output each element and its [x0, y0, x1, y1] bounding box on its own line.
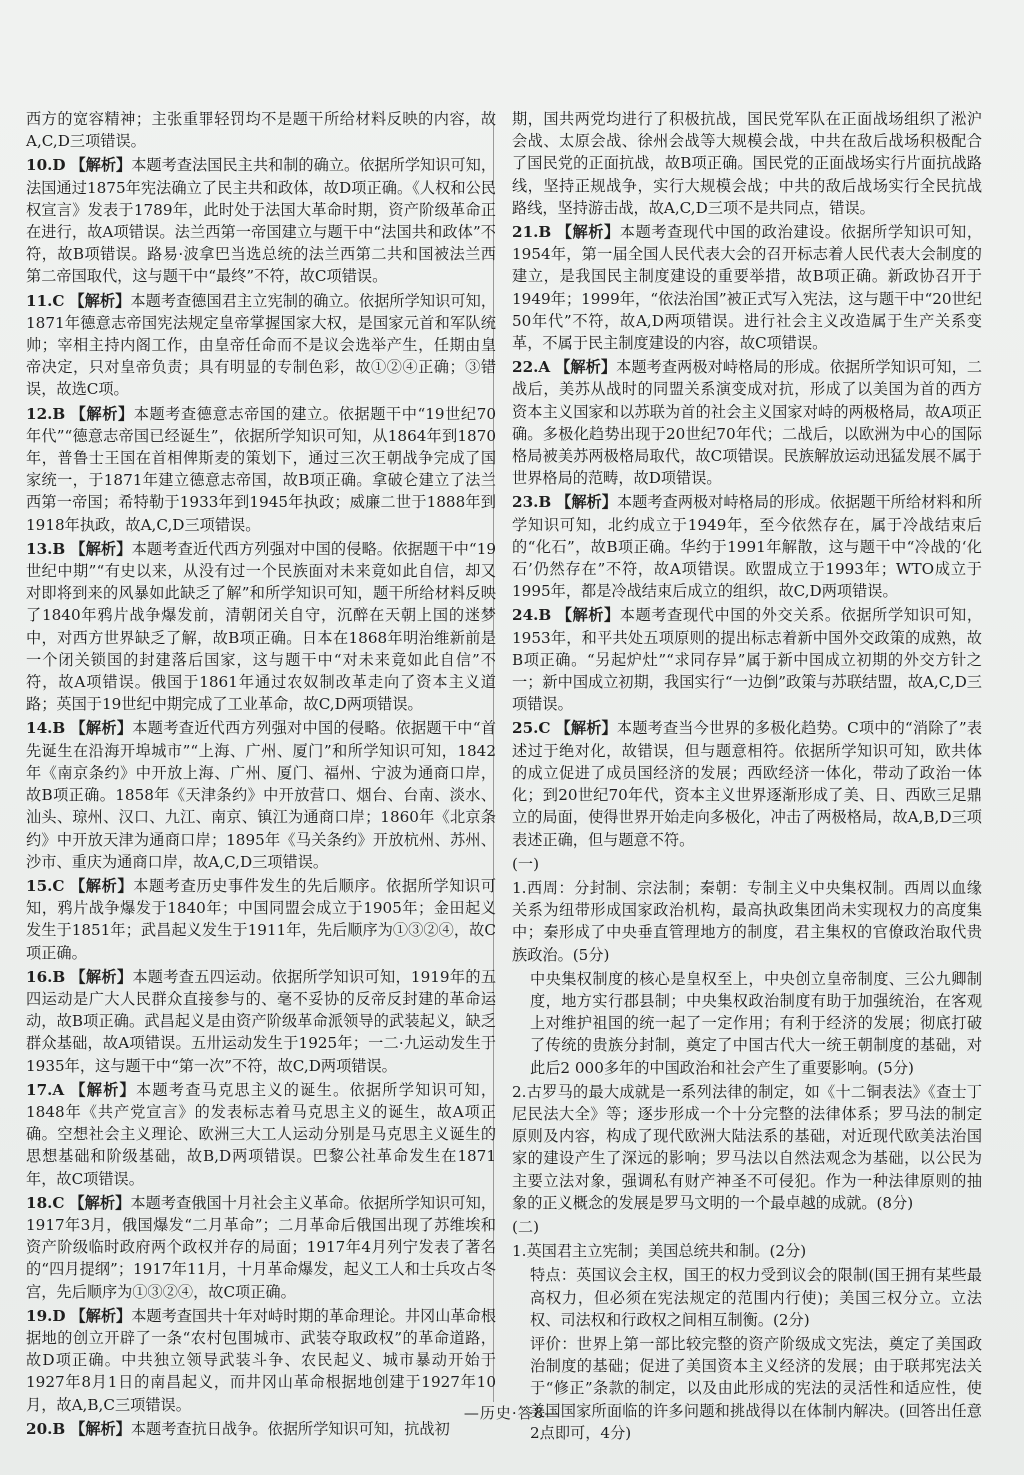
- analysis-tag: 【解析】: [555, 719, 617, 738]
- answer-number: 11.C: [26, 291, 65, 310]
- answer-paragraph: 特点：英国议会主权，国王的权力受到议会的限制(国王拥有某些最高权力，但必须在宪法规定的范围内行使)；美国三权分立。立法权、司法权和行政权之间相互制衡。(2分): [530, 1266, 982, 1329]
- answer-item: [26, 290, 496, 401]
- answer-item: [26, 1192, 496, 1303]
- right-column: [512, 108, 982, 1446]
- answer-number: 12.B: [26, 404, 66, 423]
- answer-item: [26, 875, 496, 964]
- answer-number: 22.A: [512, 358, 551, 377]
- answer-number: 20.B: [26, 1419, 66, 1438]
- answer-item: [512, 491, 982, 602]
- answer-text: 本题考查马克思主义的诞生。依据所学知识可知，1848年《共产党宣言》的发表标志着马克思主义的诞生，故A项正确。空想社会主义理论、欧洲三大工人运动分别是马克思主义诞生的思想基础和阶级基础，故B,D两项错误。巴黎公社革命发生在1871年，故C项错误。: [26, 1080, 497, 1188]
- answer-text: 本题考查两极对峙格局的形成。依据所学知识可知，二战后，美苏从战时的同盟关系演变成对抗，形成了以美国为首的西方资本主义国家和以苏联为首的社会主义国家对峙的两极格局，故A项正确。多极化趋势出现于20世纪70年代；二战后，以欧洲为中心的国际格局被美苏两极格局取代，故C项错误。民族解放运动迅猛发展不属于世界格局的范畴，故D项错误。: [512, 358, 983, 488]
- answer-number: 14.B: [26, 719, 66, 738]
- page-footer: —历史·答8—: [463, 1404, 561, 1422]
- analysis-tag: 【解析】: [556, 606, 620, 625]
- analysis-tag: 【解析】: [69, 1193, 131, 1212]
- answer-item: [512, 356, 982, 489]
- answer-text: 本题考查现代中国的政治建设。依据所学知识可知，1954年，第一届全国人民代表大会的召开标志着人民代表大会制度的建立，是我国民主制度建设的重要举措，故B项正确。新政协召开于1949年；1999年，“依法治国”被正式写入宪法，这与题干中“20世纪50年代”不符，故A,D两项错误。进行社会主义改造属于生产关系变革，不属于民主制度建设的内容，故C项错误。: [512, 223, 983, 353]
- analysis-tag: 【解析】: [70, 967, 133, 986]
- continued-text: 期，国共两党均进行了积极抗战，国民党军队在正面战场组织了淞沪会战、太原会战、徐州会战等大规模会战，中共在敌后战场积极配合了国民党的正面抗战，故B项正确。国民党的正面战场实行片面抗战路线，坚持正规战争，实行大规模会战；中共的敌后战场实行全民抗战路线，坚持游击战，故A,C,D三项不是共同点，错误。: [512, 110, 982, 217]
- answer-number: 13.B: [26, 539, 66, 558]
- answer-item: [26, 1305, 496, 1416]
- answer-number: 24.B: [512, 606, 552, 625]
- answer-text: 本题考查两极对峙格局的形成。依据题干所给材料和所学知识可知，北约成立于1949年，至今依然存在，属于冷战结束后的“化石”，故B项正确。华约于1991年解散，这与题干中“冷战的‘化石’仍然存在”不符，故A项错误。欧盟成立于1993年；WTO成立于1995年，都是冷战结束后成立的组织，故C,D两项错误。: [512, 493, 983, 601]
- answer-text: 本题考查德国君主立宪制的确立。依据所学知识可知，1871年德意志帝国宪法规定皇帝掌握国家大权，是国家元首和军队统帅；宰相主持内阁工作，由皇帝任命而不是议会选举产生，任期由皇帝决定，只对皇帝负责；具有明显的专制色彩，故①②④正确；③错误，故选C项。: [26, 291, 497, 399]
- answer-text: 本题考查法国民主共和制的确立。依据所学知识可知，法国通过1875年宪法确立了民主共和政体，故D项正确。《人权和公民权宣言》发表于1789年，此时处于法国大革命时期，资产阶级革命正在进行，故A项错误。法兰西第一帝国建立与题干中“法国共和政体”不符，故B项错误。路易·波拿巴当选总统的法兰西第二共和国被法兰西第二帝国取代，这与题干中“最终”不符，故C项错误。: [26, 156, 497, 286]
- analysis-tag: 【解析】: [70, 1306, 132, 1325]
- answer-number: 23.B: [512, 493, 552, 512]
- analysis-tag: 【解析】: [70, 719, 133, 738]
- answer-number: 10.D: [26, 156, 66, 175]
- analysis-tag: 【解析】: [70, 1080, 136, 1099]
- analysis-tag: 【解析】: [69, 291, 131, 310]
- analysis-tag: 【解析】: [555, 358, 617, 377]
- analysis-tag: 【解析】: [69, 876, 134, 895]
- section-heading: (二): [512, 1217, 540, 1236]
- answer-paragraph: 中央集权制度的核心是皇权至上，中央创立皇帝制度、三公九卿制度，地方实行郡县制；中央集权政治制度有助于加强统治，在客观上对维护祖国的统一起了一定作用；有利于经济的发展；彻底打破了传统的贵族分封制，奠定了中国古代大一统王朝制度的基础，对此后2 000多年的中国政治和社会产生了重要影响。(5分): [530, 969, 982, 1077]
- answer-paragraph: 1.西周：分封制、宗法制；秦朝：专制主义中央集权制。西周以血缘关系为纽带形成国家政治机构，最高执政集团尚未实现权力的高度集中；秦形成了中央垂直管理地方的制度，君主集权的官僚政治取代贵族政治。(5分): [512, 878, 982, 964]
- answer-paragraph: 1.英国君主立宪制；美国总统共和制。(2分): [512, 1242, 807, 1261]
- analysis-tag: 【解析】: [556, 223, 620, 242]
- answer-number: 15.C: [26, 876, 65, 895]
- analysis-tag: 【解析】: [70, 539, 132, 558]
- answer-text: 本题考查现代中国的外交关系。依据所学知识可知，1953年，和平共处五项原则的提出标志着新中国外交政策的成熟，故B项正确。“另起炉灶”“求同存异”属于新中国成立初期的外交方针之一；新中国成立初期，我国实行“一边倒”政策与苏联结盟，故A,C,D三项错误。: [512, 606, 983, 714]
- left-column: [26, 108, 496, 1442]
- answer-text: 本题考查当今世界的多极化趋势。C项中的“消除了”表述过于绝对化，故错误，但与题意相符。依据所学知识可知，欧共体的成立促进了成员国经济的发展；西欧经济一体化，带动了政治一体化；到20世纪70年代，资本主义世界逐渐形成了美、日、西欧三足鼎立的局面，使得世界开始走向多极化，冲击了两极格局，故A,B,D三项表述正确，但与题意不符。: [512, 719, 983, 849]
- analysis-tag: 【解析】: [70, 404, 134, 423]
- answer-item: [512, 604, 982, 715]
- answer-item: [26, 403, 496, 536]
- answer-item: [26, 1079, 496, 1190]
- answer-text: 本题考查德意志帝国的建立。依据题干中“19世纪70年代”“德意志帝国已经诞生”，依据所学知识可知，从1864年到1870年，普鲁士王国在首相俾斯麦的策划下，通过三次王朝战争完成了国家统一，于1871年建立德意志帝国，故B项正确。拿破仑建立了法兰西第一帝国；希特勒于1933年到1945年执政；威廉二世于1888年到1918年执政，故A,C,D三项错误。: [26, 404, 497, 534]
- answer-text: 本题考查抗日战争。依据所学知识可知，抗战初: [130, 1419, 450, 1438]
- answer-number: 17.A: [26, 1080, 65, 1099]
- answer-text: 本题考查俄国十月社会主义革命。依据所学知识可知，1917年3月，俄国爆发“二月革命”；二月革命后俄国出现了苏维埃和资产阶级临时政府两个政权并存的局面；1917年4月列宁发表了著名的“四月提纲”；1917年11月，十月革命爆发，起义工人和士兵攻占冬宫，先后顺序为①③②④，故C项正确。: [26, 1193, 497, 1301]
- answer-text: 本题考查近代西方列强对中国的侵略。依据题干中“19世纪中期”“有史以来，从没有过一个民族面对未来竟如此自信，却又对即将到来的风暴如此缺乏了解”和所学知识可知，题干所给材料反映了1840年鸦片战争爆发前，清朝闭关自守，沉醉在天朝上国的迷梦中，对西方世界缺乏了解，故B项正确。日本在1868年明治维新前是一个闭关锁国的封建落后国家，这与题干中“对未来竟如此自信”不符，故A项错误。俄国于1861年通过农奴制改革走向了资本主义道路；英国于19世纪中期完成了工业革命，故C,D两项错误。: [26, 539, 497, 714]
- answer-text: 本题考查国共十年对峙时期的革命理论。井冈山革命根据地的创立开辟了一条“农村包围城市、武装夺取政权”的革命道路，故D项正确。中共独立领导武装斗争、农民起义、城市暴动开始于1927年8月1日的南昌起义，而井冈山革命根据地创建于1927年10月，故A,B,C三项错误。: [26, 1306, 497, 1414]
- answer-item: [26, 154, 496, 287]
- analysis-tag: 【解析】: [70, 1419, 131, 1438]
- answer-text: 本题考查历史事件发生的先后顺序。依据所学知识可知，鸦片战争爆发于1840年；中国同盟会成立于1905年；金田起义发生于1851年；武昌起义发生于1911年，先后顺序为①③②④，故C项正确。: [26, 876, 497, 962]
- answer-number: 25.C: [512, 719, 551, 738]
- answer-item: [512, 717, 982, 850]
- answer-number: 16.B: [26, 967, 66, 986]
- answer-text: 本题考查五四运动。依据所学知识可知，1919年的五四运动是广大人民群众直接参与的、毫不妥协的反帝反封建的革命运动，故B项正确。武昌起义是由资产阶级革命派领导的武装起义，缺乏群众基础，故A项错误。五卅运动发生于1925年；一二·九运动发生于1935年，这与题干中“第一次”不符，故C,D两项错误。: [26, 967, 497, 1075]
- answer-item: [26, 538, 496, 716]
- answer-item: [512, 221, 982, 354]
- analysis-tag: 【解析】: [70, 156, 132, 175]
- analysis-tag: 【解析】: [556, 493, 617, 512]
- answer-text: 本题考查近代西方列强对中国的侵略。依据题干中“首先诞生在沿海开埠城市”“上海、广州、厦门”和所学知识可知，1842年《南京条约》中开放上海、广州、厦门、福州、宁波为通商口岸，故B项正确。1858年《天津条约》中开放营口、烟台、台南、淡水、汕头、琼州、汉口、九江、南京、镇江为通商口岸；1860年《北京条约》中开放天津为通商口岸；1895年《马关条约》开放杭州、苏州、沙市、重庆为通商口岸，故A,C,D三项错误。: [26, 719, 497, 871]
- answer-paragraph: 评价：世界上第一部比较完整的资产阶级成文宪法，奠定了美国政治制度的基础；促进了美国资本主义经济的发展；由于联邦宪法关于“修正”条款的制定，以及由此形成的宪法的灵活性和适应性，使美国国家所面临的许多问题和挑战得以在体制内解决。(回答出任意2点即可，4分): [530, 1334, 982, 1442]
- continued-text: 西方的宽容精神；主张重罪轻罚均不是题干所给材料反映的内容，故A,C,D三项错误。: [26, 110, 496, 151]
- answer-number: 21.B: [512, 223, 552, 242]
- answer-item: [26, 966, 496, 1077]
- section-heading: (一): [512, 854, 540, 873]
- answer-item: [26, 717, 496, 872]
- answer-paragraph: 2.古罗马的最大成就是一系列法律的制定，如《十二铜表法》《查士丁尼民法大全》等；逐步形成一个十分完整的法律体系；罗马法的制定原则及内容，构成了现代欧洲大陆法系的基础，对近现代欧美法治国家的建设产生了深远的影响；罗马法以自然法观念为基础，以公民为主要立法对象，强调私有财产神圣不可侵犯。作为一种法律原则的抽象的正义概念的发展是罗马文明的一个最卓越的成就。(8分): [512, 1082, 982, 1212]
- answer-number: 18.C: [26, 1193, 65, 1212]
- answer-number: 19.D: [26, 1306, 66, 1325]
